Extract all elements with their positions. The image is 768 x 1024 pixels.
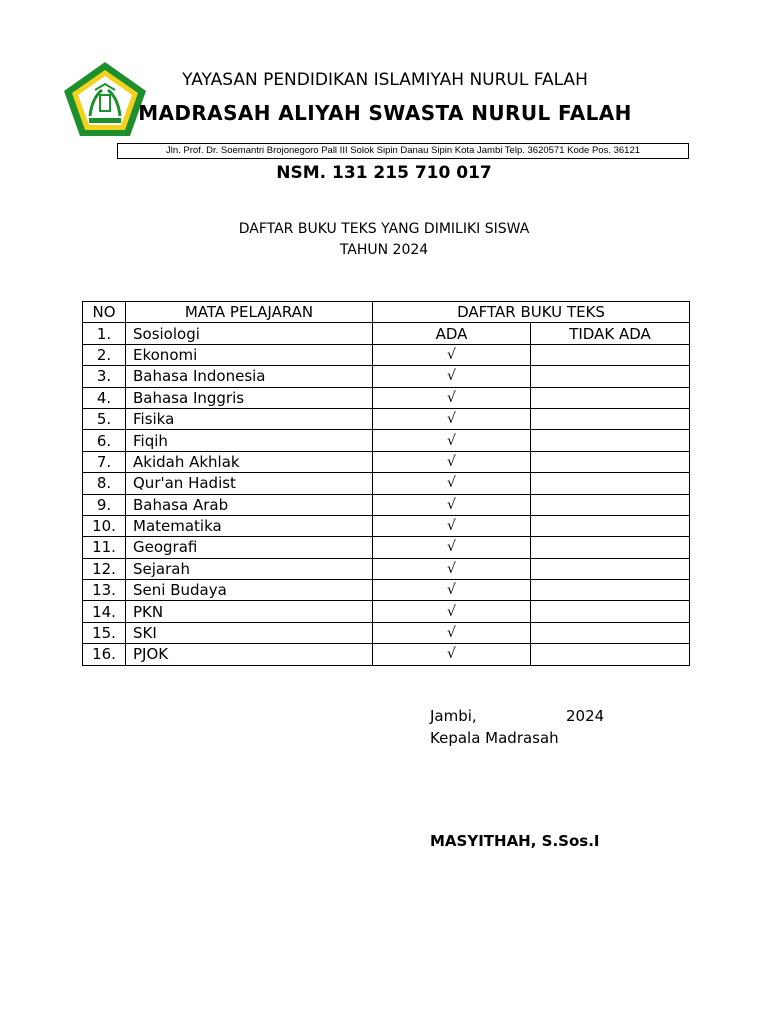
signature-name: MASYITHAH, S.Sos.I: [430, 832, 600, 850]
row-number: 9.: [83, 494, 126, 515]
row-ada-check: √: [373, 473, 531, 494]
row-number: 10.: [83, 515, 126, 536]
table-row: [83, 558, 690, 579]
row-number: 11.: [83, 537, 126, 558]
row-ada-check: √: [373, 451, 531, 472]
row-number: 15.: [83, 622, 126, 643]
row-ada-label: ADA: [373, 323, 531, 344]
row-number: 5.: [83, 408, 126, 429]
row-tidak-ada: [531, 494, 690, 515]
document-title: [150, 219, 618, 261]
row-ada-check: √: [373, 515, 531, 536]
row-ada-check: √: [373, 601, 531, 622]
row-tidak-ada: [531, 601, 690, 622]
row-tidak-ada: [531, 387, 690, 408]
row-subject: Fiqih: [126, 430, 373, 451]
row-subject: Akidah Akhlak: [126, 451, 373, 472]
header-books: DAFTAR BUKU TEKS: [373, 302, 690, 323]
row-tidak-ada: [531, 473, 690, 494]
table-row: [83, 430, 690, 451]
row-tidak-ada: [531, 451, 690, 472]
row-number: 14.: [83, 601, 126, 622]
table-body: [83, 323, 690, 665]
school-address: Jln. Prof. Dr. Soemantri Brojonegoro Pall III Solok Sipin Danau Sipin Kota Jambi Telp. 3620571 Kode Pos. 36121: [117, 143, 689, 159]
row-number: 12.: [83, 558, 126, 579]
row-tidak-ada: [531, 622, 690, 643]
row-ada-check: √: [373, 580, 531, 601]
row-subject: Fisika: [126, 408, 373, 429]
row-ada-check: √: [373, 430, 531, 451]
row-tidak-ada: [531, 430, 690, 451]
table-row: [83, 387, 690, 408]
row-ada-check: √: [373, 537, 531, 558]
row-ada-check: √: [373, 366, 531, 387]
row-tidak-ada: [531, 344, 690, 365]
row-subject: Bahasa Arab: [126, 494, 373, 515]
row-number: 6.: [83, 430, 126, 451]
row-number: 8.: [83, 473, 126, 494]
row-number: 16.: [83, 644, 126, 665]
textbook-table: [82, 301, 690, 666]
header-subject: MATA PELAJARAN: [126, 302, 373, 323]
header-no: NO: [83, 302, 126, 323]
document-title-line1: DAFTAR BUKU TEKS YANG DIMILIKI SISWA: [238, 221, 530, 237]
signature-role: Kepala Madrasah: [430, 729, 559, 747]
table-row: [83, 622, 690, 643]
row-subject: Matematika: [126, 515, 373, 536]
table-row: [83, 366, 690, 387]
row-ada-check: √: [373, 408, 531, 429]
row-tidak-ada: [531, 580, 690, 601]
table-row: [83, 580, 690, 601]
row-tidak-ada: [531, 558, 690, 579]
row-number: 1.: [83, 323, 126, 344]
row-number: 3.: [83, 366, 126, 387]
row-ada-check: √: [373, 558, 531, 579]
row-subject: Bahasa Inggris: [126, 387, 373, 408]
table-row: [83, 601, 690, 622]
row-number: 2.: [83, 344, 126, 365]
table-row: [83, 323, 690, 344]
school-nsm: NSM. 131 215 710 017: [276, 163, 492, 183]
table-header-row: [83, 302, 690, 323]
signature-place: Jambi,: [430, 707, 477, 725]
foundation-name: YAYASAN PENDIDIKAN ISLAMIYAH NURUL FALAH: [182, 70, 588, 90]
table-row: [83, 494, 690, 515]
document-title-line2: TAHUN 2024: [339, 242, 429, 258]
row-tidak-ada: [531, 366, 690, 387]
row-tidak-ada-label: TIDAK ADA: [531, 323, 690, 344]
table-row: [83, 473, 690, 494]
table-row: [83, 451, 690, 472]
row-subject: Sosiologi: [126, 323, 373, 344]
row-number: 4.: [83, 387, 126, 408]
row-tidak-ada: [531, 515, 690, 536]
row-tidak-ada: [531, 537, 690, 558]
row-subject: SKI: [126, 622, 373, 643]
row-ada-check: √: [373, 644, 531, 665]
row-ada-check: √: [373, 387, 531, 408]
row-subject: PJOK: [126, 644, 373, 665]
row-subject: Sejarah: [126, 558, 373, 579]
row-subject: Bahasa Indonesia: [126, 366, 373, 387]
table-row: [83, 344, 690, 365]
row-tidak-ada: [531, 408, 690, 429]
signature-year: 2024: [566, 707, 605, 725]
row-ada-check: √: [373, 622, 531, 643]
row-subject: Geografi: [126, 537, 373, 558]
row-subject: Qur'an Hadist: [126, 473, 373, 494]
row-tidak-ada: [531, 644, 690, 665]
row-subject: Seni Budaya: [126, 580, 373, 601]
row-ada-check: √: [373, 494, 531, 515]
school-logo: [62, 60, 148, 138]
row-number: 7.: [83, 451, 126, 472]
school-name: MADRASAH ALIYAH SWASTA NURUL FALAH: [138, 101, 632, 125]
row-subject: Ekonomi: [126, 344, 373, 365]
row-ada-check: √: [373, 344, 531, 365]
table-row: [83, 515, 690, 536]
table-row: [83, 537, 690, 558]
table-row: [83, 644, 690, 665]
row-number: 13.: [83, 580, 126, 601]
pentagon-emblem-icon: [62, 60, 148, 138]
table-row: [83, 408, 690, 429]
row-subject: PKN: [126, 601, 373, 622]
